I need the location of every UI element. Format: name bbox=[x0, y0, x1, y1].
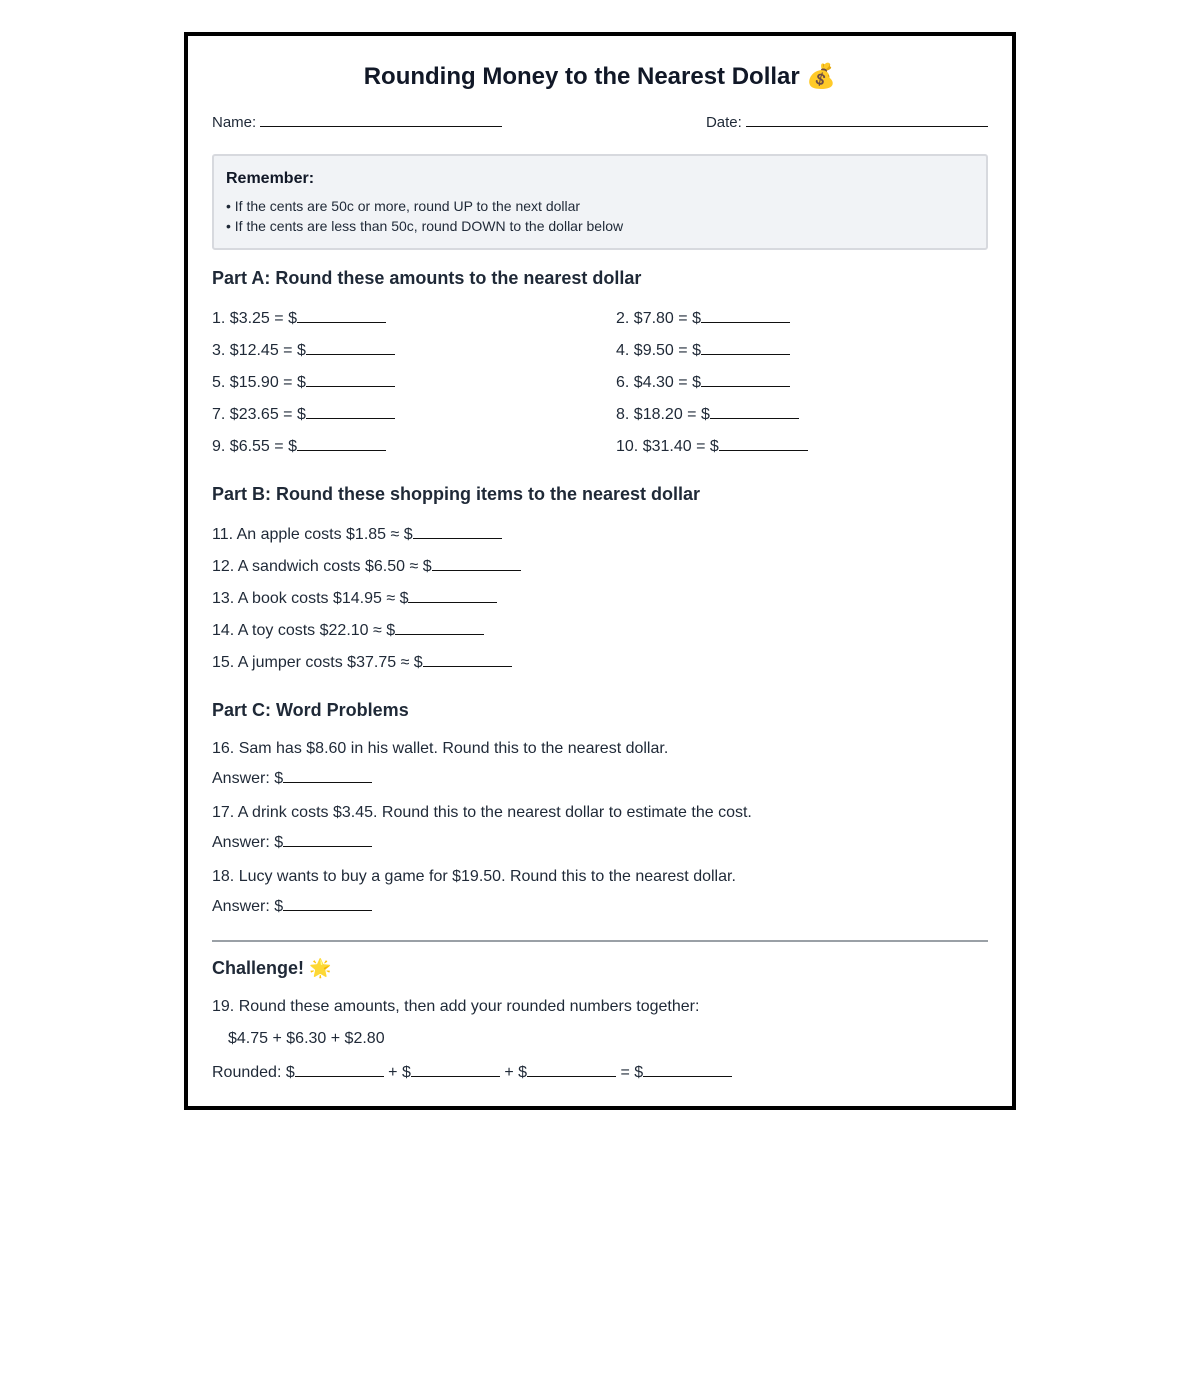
question-18: 18. Lucy wants to buy a game for $19.50. Round this to the nearest dollar. bbox=[212, 868, 736, 885]
challenge-heading: Challenge! 🌟 bbox=[212, 958, 332, 979]
answer-blank[interactable] bbox=[701, 307, 790, 323]
part-a-heading: Part A: Round these amounts to the nearest dollar bbox=[212, 268, 642, 288]
answer-blank[interactable] bbox=[710, 403, 799, 419]
question-3: 3. $12.45 = $ bbox=[212, 339, 395, 361]
remember-box bbox=[212, 154, 988, 250]
worksheet bbox=[184, 32, 1016, 1110]
answer-blank[interactable] bbox=[306, 339, 395, 355]
section-divider bbox=[212, 940, 988, 942]
answer-blank[interactable] bbox=[306, 403, 395, 419]
answer-blank[interactable] bbox=[719, 435, 808, 451]
answer-17: Answer: $ bbox=[212, 831, 372, 853]
answer-blank[interactable] bbox=[423, 651, 512, 667]
question-13: 13. A book costs $14.95 ≈ $ bbox=[212, 587, 497, 609]
question-10: 10. $31.40 = $ bbox=[616, 435, 808, 457]
question-1: 1. $3.25 = $ bbox=[212, 307, 386, 329]
remember-title: Remember: bbox=[226, 170, 315, 187]
answer-blank[interactable] bbox=[701, 371, 790, 387]
question-17: 17. A drink costs $3.45. Round this to the nearest dollar to estimate the cost. bbox=[212, 804, 752, 821]
question-16: 16. Sam has $8.60 in his wallet. Round this to the nearest dollar. bbox=[212, 740, 669, 757]
answer-blank[interactable] bbox=[283, 895, 372, 911]
date-label: Date: bbox=[705, 114, 742, 131]
answer-blank[interactable] bbox=[295, 1061, 384, 1077]
question-15: 15. A jumper costs $37.75 ≈ $ bbox=[212, 651, 512, 673]
question-8: 8. $18.20 = $ bbox=[616, 403, 799, 425]
part-c-heading: Part C: Word Problems bbox=[212, 700, 409, 720]
question-9: 9. $6.55 = $ bbox=[212, 435, 386, 457]
remember-rule-up: • If the cents are 50c or more, round UP to the next dollar bbox=[226, 198, 581, 214]
part-b-heading: Part B: Round these shopping items to the nearest dollar bbox=[212, 484, 701, 504]
answer-blank[interactable] bbox=[297, 435, 386, 451]
question-12: 12. A sandwich costs $6.50 ≈ $ bbox=[212, 555, 521, 577]
answer-blank[interactable] bbox=[643, 1061, 732, 1077]
answer-blank[interactable] bbox=[297, 307, 386, 323]
date-line[interactable] bbox=[746, 112, 988, 127]
answer-blank[interactable] bbox=[413, 523, 502, 539]
question-5: 5. $15.90 = $ bbox=[212, 371, 395, 393]
name-line[interactable] bbox=[260, 112, 502, 127]
meta-row bbox=[212, 112, 988, 132]
remember-rule-down: • If the cents are less than 50c, round DOWN to the dollar below bbox=[226, 218, 624, 234]
date-field[interactable] bbox=[706, 112, 988, 131]
question-7: 7. $23.65 = $ bbox=[212, 403, 395, 425]
question-14: 14. A toy costs $22.10 ≈ $ bbox=[212, 619, 484, 641]
answer-18: Answer: $ bbox=[212, 895, 372, 917]
challenge-rounded-row: Rounded: $ + $ + $ = $ bbox=[212, 1061, 732, 1083]
answer-16: Answer: $ bbox=[212, 767, 372, 789]
question-4: 4. $9.50 = $ bbox=[616, 339, 790, 361]
answer-blank[interactable] bbox=[432, 555, 521, 571]
challenge-expression: $4.75 + $6.30 + $2.80 bbox=[228, 1030, 385, 1047]
question-19: 19. Round these amounts, then add your rounded numbers together: bbox=[212, 998, 700, 1015]
question-2: 2. $7.80 = $ bbox=[616, 307, 790, 329]
answer-blank[interactable] bbox=[411, 1061, 500, 1077]
money-bag-icon: 💰 bbox=[806, 62, 837, 90]
answer-blank[interactable] bbox=[283, 831, 372, 847]
page-title: Rounding Money to the Nearest Dollar 💰 bbox=[363, 62, 837, 90]
answer-blank[interactable] bbox=[527, 1061, 616, 1077]
star-icon: 🌟 bbox=[309, 958, 332, 979]
answer-blank[interactable] bbox=[408, 587, 497, 603]
question-11: 11. An apple costs $1.85 ≈ $ bbox=[212, 523, 502, 545]
answer-blank[interactable] bbox=[395, 619, 484, 635]
answer-blank[interactable] bbox=[306, 371, 395, 387]
name-label: Name: bbox=[212, 114, 257, 131]
answer-blank[interactable] bbox=[701, 339, 790, 355]
question-6: 6. $4.30 = $ bbox=[616, 371, 790, 393]
name-field[interactable] bbox=[212, 112, 502, 131]
answer-blank[interactable] bbox=[283, 767, 372, 783]
